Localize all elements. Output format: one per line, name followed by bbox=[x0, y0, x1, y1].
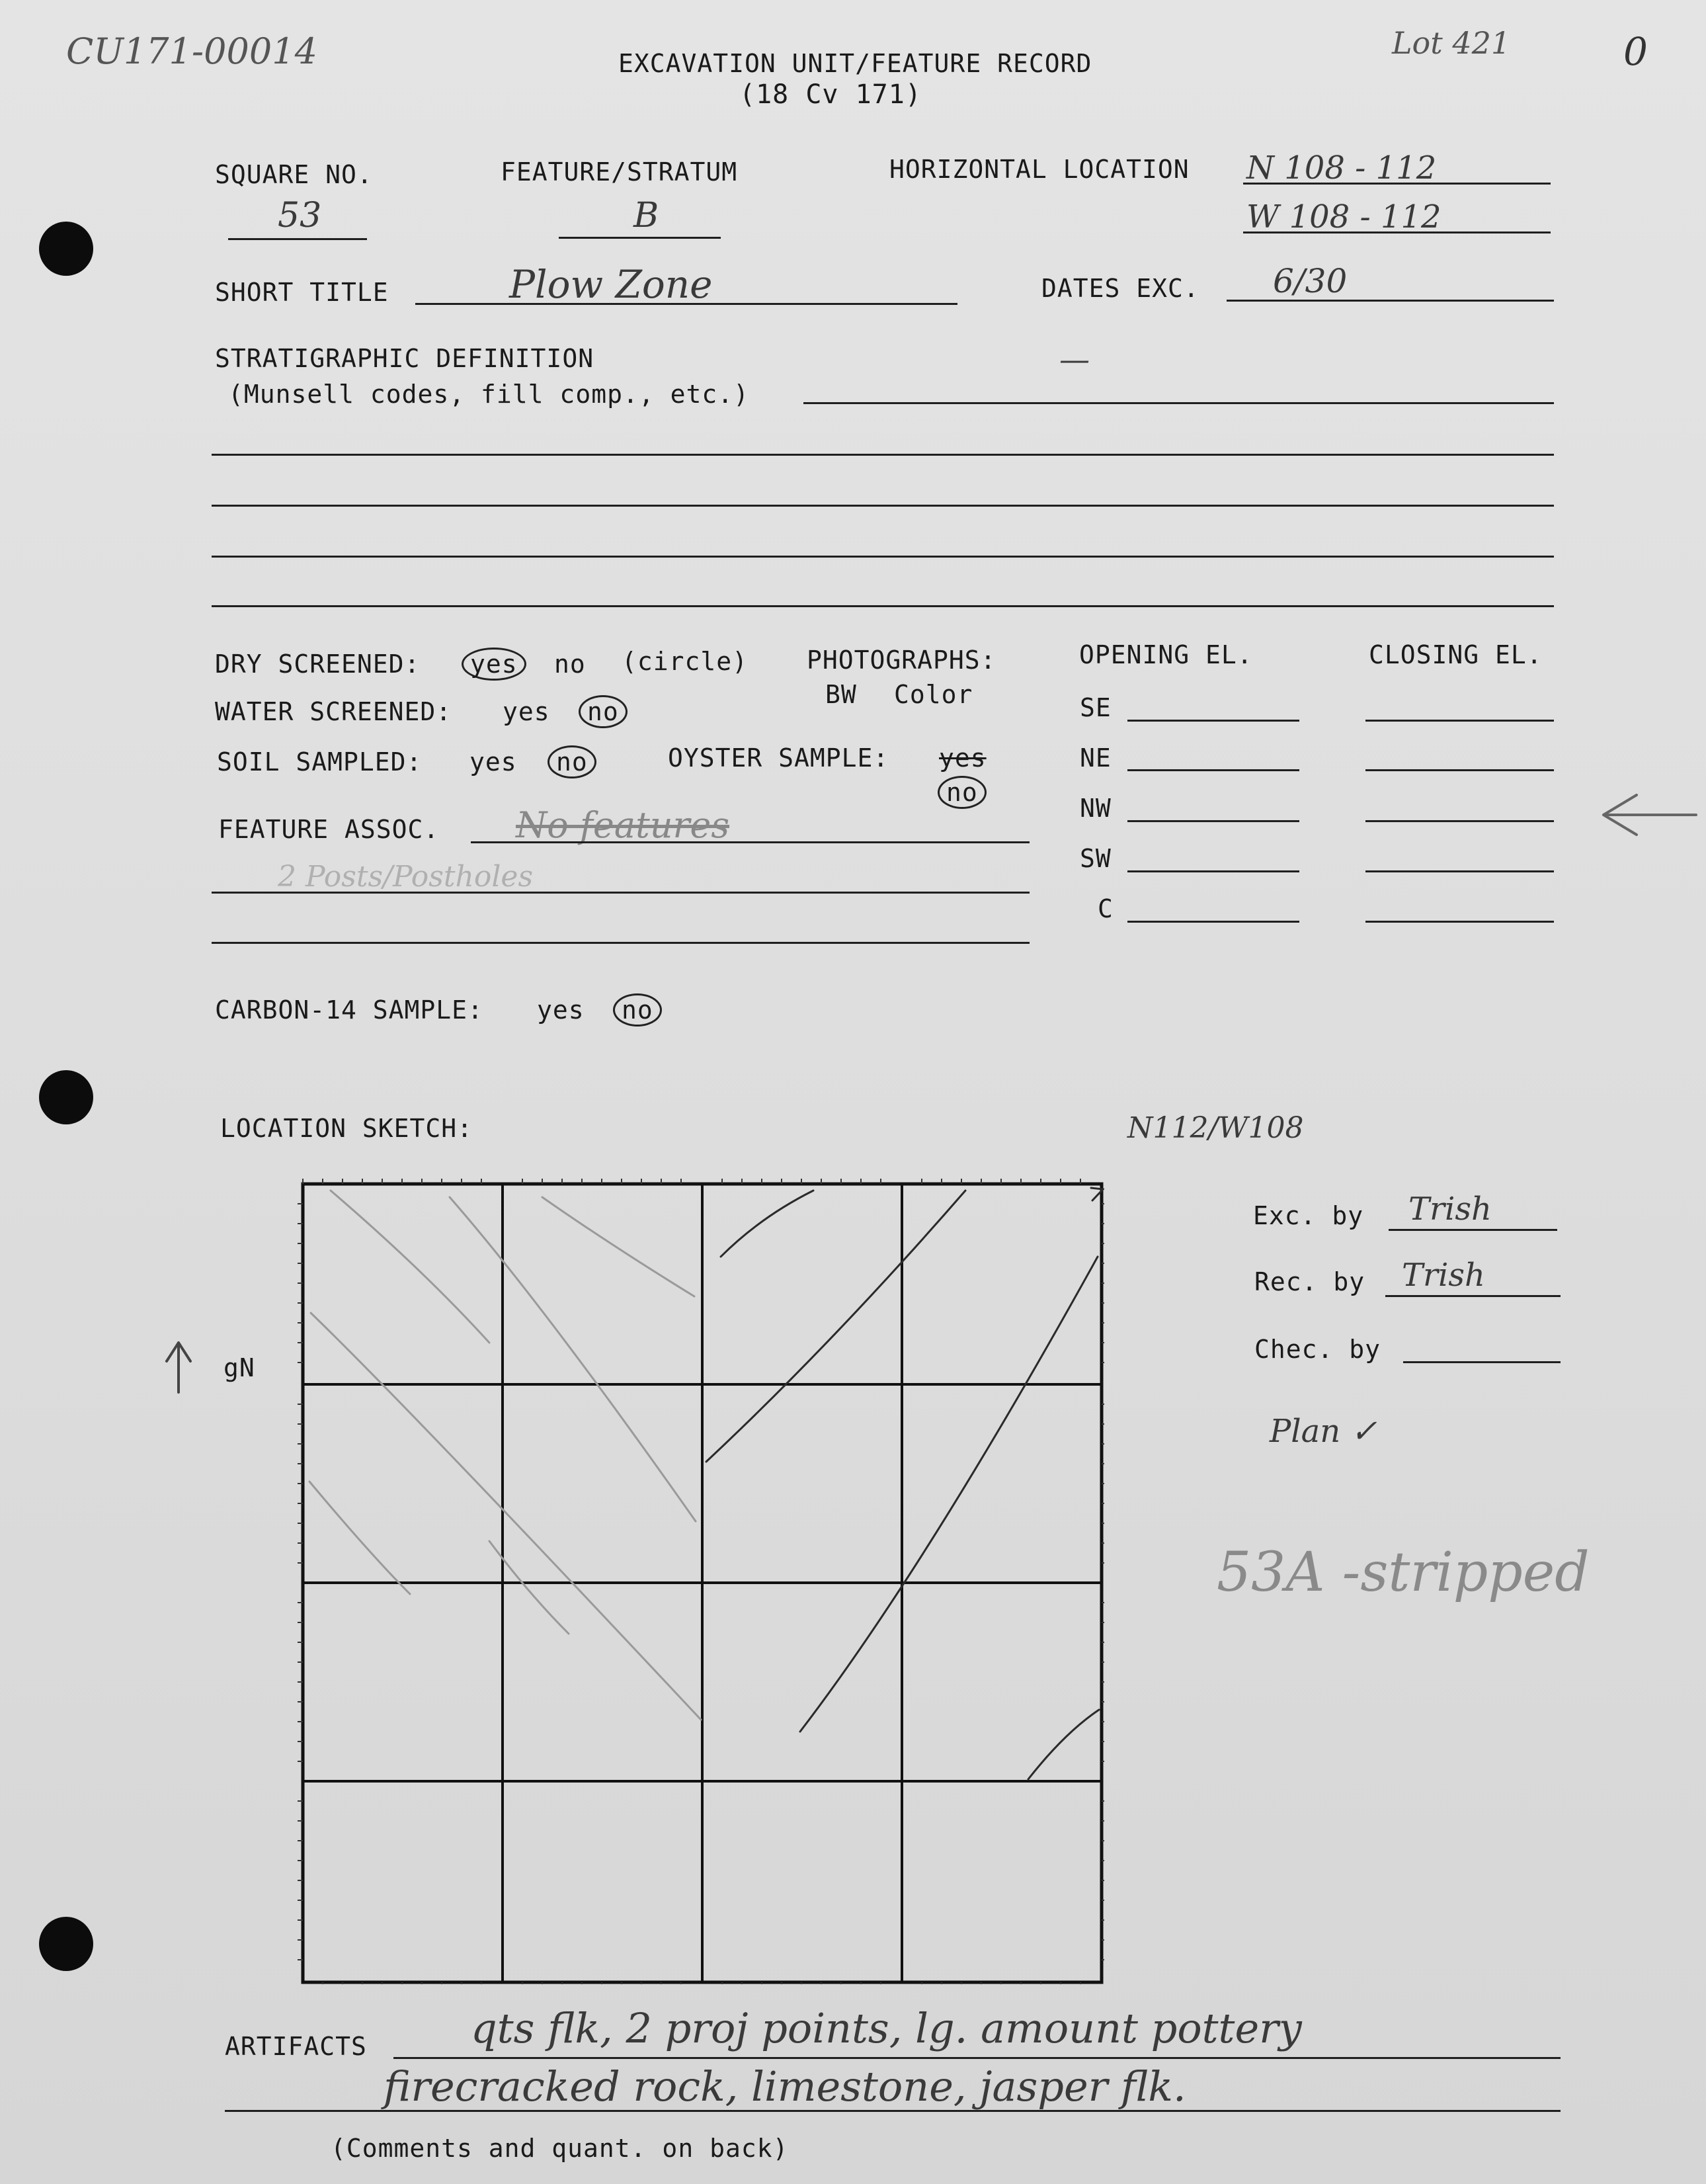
short-title-label: SHORT TITLE bbox=[215, 278, 389, 307]
soil-sampled-yes[interactable]: yes bbox=[469, 747, 517, 777]
strat-def-line-3 bbox=[212, 505, 1554, 507]
water-screened-label: WATER SCREENED: bbox=[215, 697, 452, 726]
feature-assoc-line-3 bbox=[212, 942, 1030, 944]
location-sketch-label: LOCATION SKETCH: bbox=[220, 1114, 473, 1143]
artifacts-rule-2 bbox=[225, 2110, 1561, 2112]
dates-exc-value[interactable]: 6/30 bbox=[1273, 262, 1348, 300]
horizontal-location-label: HORIZONTAL LOCATION bbox=[889, 155, 1190, 184]
photographs-label: PHOTOGRAPHS: bbox=[807, 646, 996, 675]
feature-assoc-value[interactable]: No features bbox=[516, 804, 730, 846]
feature-assoc-line-2 bbox=[212, 892, 1030, 894]
short-title-value[interactable]: Plow Zone bbox=[509, 262, 713, 307]
feature-assoc-faint-note: 2 Posts/Postholes bbox=[278, 860, 534, 894]
artifacts-line-2[interactable]: firecracked rock, limestone, jasper flk. bbox=[384, 2062, 1186, 2111]
strat-def-label: STRATIGRAPHIC DEFINITION bbox=[215, 344, 594, 373]
short-title-line bbox=[415, 303, 957, 305]
rec-by-line bbox=[1385, 1295, 1561, 1297]
opening-nw-line[interactable] bbox=[1127, 820, 1299, 822]
north-arrow-icon bbox=[159, 1336, 198, 1396]
horizontal-w-line bbox=[1243, 231, 1551, 233]
artifacts-label: ARTIFACTS bbox=[225, 2032, 367, 2061]
square-no-label: SQUARE NO. bbox=[215, 160, 373, 189]
horizontal-location-n[interactable]: N 108 - 112 bbox=[1246, 149, 1437, 187]
oyster-sample-no[interactable]: no bbox=[944, 778, 980, 807]
opening-ne-line[interactable] bbox=[1127, 769, 1299, 771]
carbon14-no[interactable]: no bbox=[620, 995, 655, 1025]
binder-hole-bottom bbox=[39, 1917, 93, 1971]
exc-by-line bbox=[1389, 1229, 1557, 1231]
opening-se-line[interactable] bbox=[1127, 720, 1299, 722]
closing-el-label: CLOSING EL. bbox=[1369, 640, 1543, 669]
water-screened-no[interactable]: no bbox=[585, 697, 621, 726]
square-no-value[interactable]: 53 bbox=[278, 196, 322, 235]
dates-exc-label: DATES EXC. bbox=[1041, 274, 1199, 303]
strat-def-dash[interactable]: — bbox=[1059, 341, 1090, 377]
elev-dir-nw: NW bbox=[1080, 794, 1112, 823]
stripped-note: 53A -stripped bbox=[1217, 1541, 1590, 1604]
corner-mark: 0 bbox=[1623, 29, 1648, 74]
carbon14-yes[interactable]: yes bbox=[537, 995, 585, 1025]
dry-screened-label: DRY SCREENED: bbox=[215, 650, 421, 679]
opening-c-line[interactable] bbox=[1127, 921, 1299, 923]
closing-ne-line[interactable] bbox=[1365, 769, 1554, 771]
rec-by-value[interactable]: Trish bbox=[1402, 1257, 1485, 1294]
strat-def-line-2 bbox=[212, 454, 1554, 456]
photographs-bw[interactable]: BW bbox=[825, 680, 857, 709]
location-sketch-grid[interactable] bbox=[291, 1171, 1104, 1984]
elev-dir-sw: SW bbox=[1080, 844, 1112, 873]
oyster-sample-label: OYSTER SAMPLE: bbox=[668, 743, 889, 773]
circle-instruction: (circle) bbox=[622, 647, 749, 676]
plan-check-note: Plan ✓ bbox=[1270, 1413, 1377, 1450]
horizontal-n-line bbox=[1243, 183, 1551, 185]
exc-by-label: Exc. by bbox=[1253, 1201, 1364, 1230]
soil-sampled-no[interactable]: no bbox=[554, 747, 590, 777]
oyster-sample-yes[interactable]: yes bbox=[939, 743, 987, 773]
feature-stratum-label: FEATURE/STRATUM bbox=[501, 157, 738, 187]
opening-sw-line[interactable] bbox=[1127, 870, 1299, 872]
closing-nw-line[interactable] bbox=[1365, 820, 1554, 822]
feature-stratum-line bbox=[559, 237, 721, 239]
elev-dir-c: C bbox=[1098, 894, 1114, 923]
strat-def-line-5 bbox=[212, 605, 1554, 607]
binder-hole-middle bbox=[39, 1070, 93, 1124]
comments-note: (Comments and quant. on back) bbox=[331, 2134, 789, 2163]
dry-screened-no[interactable]: no bbox=[554, 650, 586, 679]
carbon14-label: CARBON-14 SAMPLE: bbox=[215, 995, 483, 1025]
water-screened-yes[interactable]: yes bbox=[503, 697, 550, 726]
chec-by-label: Chec. by bbox=[1254, 1335, 1381, 1364]
dates-exc-line bbox=[1227, 300, 1554, 302]
strat-def-sub-label: (Munsell codes, fill comp., etc.) bbox=[228, 380, 749, 409]
artifacts-rule-1 bbox=[393, 2057, 1561, 2059]
elev-dir-ne: NE bbox=[1080, 743, 1112, 773]
elev-dir-se: SE bbox=[1080, 693, 1112, 722]
margin-arrow-icon bbox=[1597, 788, 1703, 841]
soil-sampled-label: SOIL SAMPLED: bbox=[217, 747, 423, 777]
feature-stratum-value[interactable]: B bbox=[633, 196, 659, 235]
feature-assoc-label: FEATURE ASSOC. bbox=[218, 815, 440, 844]
strat-def-line-1 bbox=[803, 402, 1554, 404]
exc-by-value[interactable]: Trish bbox=[1408, 1191, 1492, 1228]
catalog-number: CU171-00014 bbox=[66, 30, 317, 72]
closing-se-line[interactable] bbox=[1365, 720, 1554, 722]
artifacts-line-1[interactable]: qts flk, 2 proj points, lg. amount pottery bbox=[471, 2004, 1302, 2052]
dry-screened-yes[interactable]: yes bbox=[468, 650, 520, 679]
feature-assoc-line-1 bbox=[471, 841, 1030, 843]
site-number: (18 Cv 171) bbox=[739, 79, 922, 110]
binder-hole-top bbox=[39, 222, 93, 276]
square-no-line bbox=[228, 238, 367, 240]
corner-coordinate: N112/W108 bbox=[1127, 1111, 1304, 1145]
strat-def-line-4 bbox=[212, 556, 1554, 558]
photographs-color[interactable]: Color bbox=[894, 680, 973, 709]
grid-north-label: gN bbox=[223, 1353, 255, 1382]
horizontal-location-w[interactable]: W 108 - 112 bbox=[1246, 198, 1442, 235]
rec-by-label: Rec. by bbox=[1254, 1267, 1365, 1296]
opening-el-label: OPENING EL. bbox=[1079, 640, 1253, 669]
lot-number: Lot 421 bbox=[1392, 25, 1511, 61]
form-title: EXCAVATION UNIT/FEATURE RECORD bbox=[618, 49, 1092, 78]
closing-sw-line[interactable] bbox=[1365, 870, 1554, 872]
closing-c-line[interactable] bbox=[1365, 921, 1554, 923]
chec-by-line[interactable] bbox=[1403, 1361, 1561, 1363]
